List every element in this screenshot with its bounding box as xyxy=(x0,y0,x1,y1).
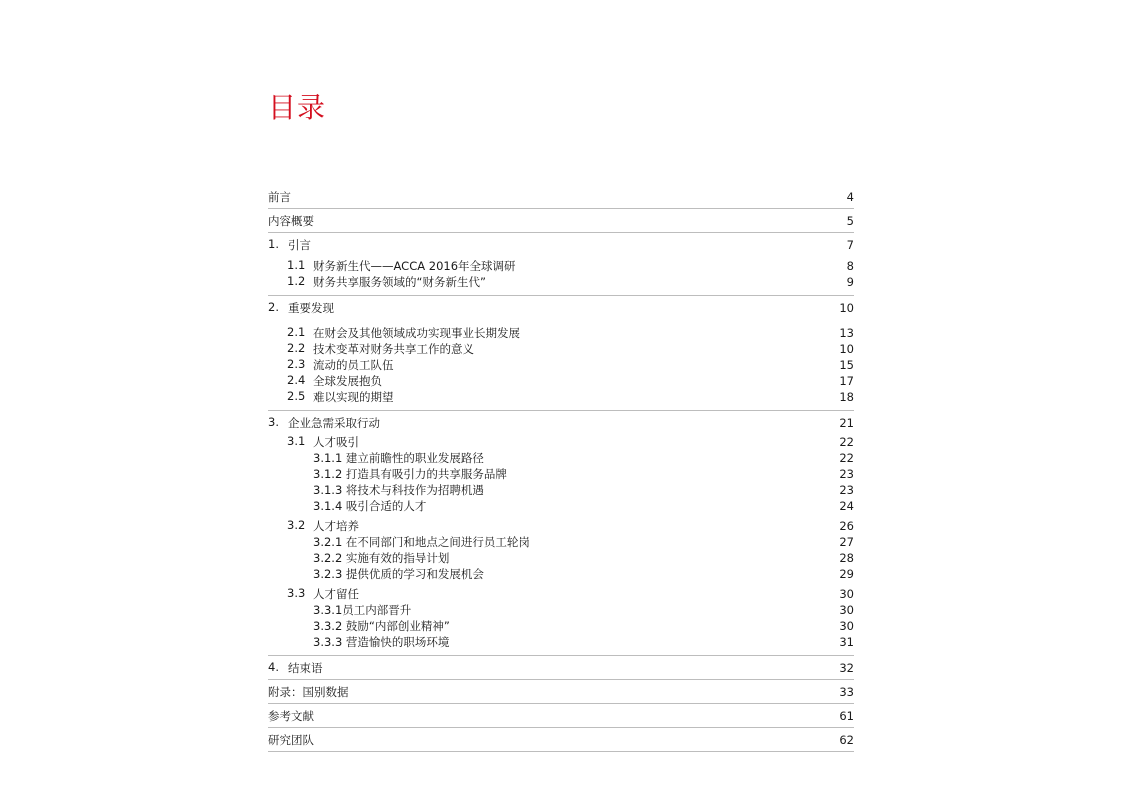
toc-label: 重要发现 xyxy=(288,300,334,315)
toc-page-number: 62 xyxy=(839,732,854,747)
toc-label: 全球发展抱负 xyxy=(313,374,382,388)
toc-number: 2.1 xyxy=(287,325,306,339)
toc-label: 在财会及其他领域成功实现事业长期发展 xyxy=(313,326,520,340)
toc-entry-chapter-4 xyxy=(268,656,854,680)
toc-page-number: 31 xyxy=(839,635,854,649)
toc-page-number: 13 xyxy=(839,326,854,340)
toc-link-team[interactable] xyxy=(268,728,854,751)
toc-page-number: 4 xyxy=(846,189,854,204)
toc-link-3-3-3[interactable] xyxy=(268,634,854,650)
toc-link-references[interactable] xyxy=(268,704,854,727)
toc-link-3-3-2[interactable] xyxy=(268,618,854,634)
toc-link-2-4[interactable] xyxy=(268,373,854,389)
toc-page-number: 26 xyxy=(839,519,854,533)
toc-label: 财务新生代——ACCA 2016年全球调研 xyxy=(313,259,516,273)
toc-entry-appendix xyxy=(268,680,854,704)
toc-entry-references xyxy=(268,704,854,728)
toc-entry-preface xyxy=(268,185,854,209)
toc-page-number: 23 xyxy=(839,467,854,481)
toc-link-2-3[interactable] xyxy=(268,357,854,373)
toc-link-3-2-2[interactable] xyxy=(268,550,854,566)
toc-page-number: 22 xyxy=(839,435,854,449)
toc-number: 1. xyxy=(268,236,279,251)
toc-number: 2. xyxy=(268,299,279,314)
toc-page-number: 15 xyxy=(839,358,854,372)
toc-link-3-1-2[interactable] xyxy=(268,466,854,482)
toc-label: 3.3.3 营造愉快的职场环境 xyxy=(313,635,450,649)
toc-label: 引言 xyxy=(288,237,311,252)
toc-entry-chapter-1 xyxy=(268,233,854,296)
toc-number: 4. xyxy=(268,659,279,674)
toc-entry-chapter-3 xyxy=(268,411,854,656)
toc-number: 2.4 xyxy=(287,373,306,387)
toc-number: 3. xyxy=(268,414,279,429)
toc-page-number: 23 xyxy=(839,483,854,497)
toc-label: 3.1.4 吸引合适的人才 xyxy=(313,499,427,513)
toc-label: 3.1.3 将技术与科技作为招聘机遇 xyxy=(313,483,484,497)
toc-link-chapter-4[interactable] xyxy=(268,656,854,679)
toc-page-number: 22 xyxy=(839,451,854,465)
toc-page-number: 9 xyxy=(846,275,854,289)
toc-number: 2.5 xyxy=(287,389,306,403)
toc-page-number: 10 xyxy=(839,300,854,315)
toc-label: 3.3.1员工内部晋升 xyxy=(313,603,412,617)
toc-label: 3.2.1 在不同部门和地点之间进行员工轮岗 xyxy=(313,535,530,549)
toc-label: 难以实现的期望 xyxy=(313,390,394,404)
toc-link-1-2[interactable] xyxy=(268,274,854,290)
toc-label: 技术变革对财务共享工作的意义 xyxy=(313,342,474,356)
toc-label: 3.3.2 鼓励“内部创业精神” xyxy=(313,619,450,633)
toc-link-3-2-3[interactable] xyxy=(268,566,854,582)
toc-link-3-1[interactable] xyxy=(268,434,854,450)
toc-page-number: 32 xyxy=(839,660,854,675)
toc-link-chapter-3[interactable] xyxy=(268,411,854,434)
toc-link-3-2-1[interactable] xyxy=(268,534,854,550)
toc-label: 内容概要 xyxy=(268,213,314,228)
toc-page-number: 30 xyxy=(839,603,854,617)
toc-label: 参考文献 xyxy=(268,708,314,723)
toc-link-preface[interactable] xyxy=(268,185,854,208)
toc-link-1-1[interactable] xyxy=(268,258,854,274)
toc-link-3-1-3[interactable] xyxy=(268,482,854,498)
toc-label: 3.1.2 打造具有吸引力的共享服务品牌 xyxy=(313,467,507,481)
toc-label: 研究团队 xyxy=(268,732,314,747)
toc-page-number: 24 xyxy=(839,499,854,513)
toc-label: 附录：国别数据 xyxy=(268,684,349,699)
toc-link-3-1-1[interactable] xyxy=(268,450,854,466)
toc-page-number: 29 xyxy=(839,567,854,581)
toc-label: 流动的员工队伍 xyxy=(313,358,394,372)
toc-link-summary[interactable] xyxy=(268,209,854,232)
toc-page-number: 5 xyxy=(846,213,854,228)
toc-link-2-5[interactable] xyxy=(268,389,854,405)
toc-label: 人才培养 xyxy=(313,519,359,533)
toc-page-number: 28 xyxy=(839,551,854,565)
toc-page-number: 21 xyxy=(839,415,854,430)
toc-label: 3.1.1 建立前瞻性的职业发展路径 xyxy=(313,451,484,465)
toc-number: 3.1 xyxy=(287,434,306,448)
toc-link-chapter-2[interactable] xyxy=(268,296,854,319)
toc-page-number: 30 xyxy=(839,587,854,601)
toc-label: 企业急需采取行动 xyxy=(288,415,380,430)
table-of-contents xyxy=(268,185,854,752)
toc-label: 人才吸引 xyxy=(313,435,359,449)
toc-number: 3.2 xyxy=(287,518,306,532)
toc-entry-team xyxy=(268,728,854,752)
toc-link-chapter-1[interactable] xyxy=(268,233,854,256)
toc-number: 2.3 xyxy=(287,357,306,371)
toc-page-number: 17 xyxy=(839,374,854,388)
toc-link-2-1[interactable] xyxy=(268,325,854,341)
toc-label: 3.2.2 实施有效的指导计划 xyxy=(313,551,450,565)
toc-link-2-2[interactable] xyxy=(268,341,854,357)
toc-label: 3.2.3 提供优质的学习和发展机会 xyxy=(313,567,484,581)
toc-page-number: 10 xyxy=(839,342,854,356)
toc-page-number: 61 xyxy=(839,708,854,723)
toc-page-number: 8 xyxy=(846,259,854,273)
toc-link-appendix[interactable] xyxy=(268,680,854,703)
toc-number: 2.2 xyxy=(287,341,306,355)
toc-label: 财务共享服务领域的“财务新生代” xyxy=(313,275,486,289)
toc-link-3-3-1[interactable] xyxy=(268,602,854,618)
toc-page-number: 7 xyxy=(846,237,854,252)
toc-page-number: 33 xyxy=(839,684,854,699)
toc-label: 前言 xyxy=(268,189,291,204)
page-title: 目录 xyxy=(268,91,327,124)
toc-page-number: 30 xyxy=(839,619,854,633)
toc-page-number: 18 xyxy=(839,390,854,404)
toc-label: 人才留任 xyxy=(313,587,359,601)
toc-number: 1.1 xyxy=(287,258,306,272)
toc-number: 3.3 xyxy=(287,586,306,600)
toc-entry-summary xyxy=(268,209,854,233)
toc-link-3-1-4[interactable] xyxy=(268,498,854,514)
toc-page-number: 27 xyxy=(839,535,854,549)
toc-label: 结束语 xyxy=(288,660,323,675)
toc-entry-chapter-2 xyxy=(268,296,854,411)
toc-link-3-3[interactable] xyxy=(268,586,854,602)
toc-link-3-2[interactable] xyxy=(268,518,854,534)
toc-number: 1.2 xyxy=(287,274,306,288)
